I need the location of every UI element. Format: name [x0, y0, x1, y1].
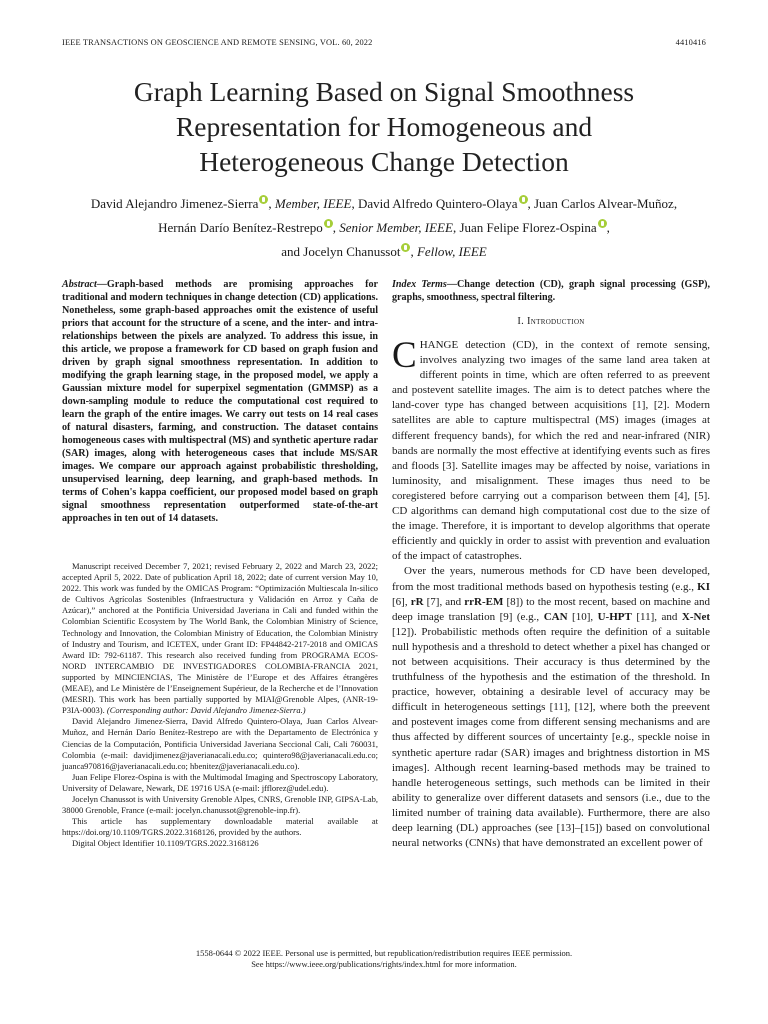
method-name: rrR-EM: [464, 595, 504, 608]
text-run: [6],: [392, 595, 411, 608]
orcid-icon[interactable]: [324, 219, 333, 228]
title-line: Heterogeneous Change Detection: [199, 146, 569, 177]
lead-word: HANGE: [419, 339, 459, 351]
orcid-icon[interactable]: [598, 219, 607, 228]
affiliation-note: David Alejandro Jimenez-Sierra, David Alfredo Quintero-Olaya, Juan Carlos Alvear-Muñoz, and Hernán Darío Benítez-Restrepo are with the Departamento de Electrónica y Ciencias de la Computación, Pontificia Universidad Javeriana Seccional Cali, Cali 760031, Colombia (e-mail: davidjimenez@javerianacali.edu.co; quintero98@javerianacali.edu.co; juanca970816@javerianacali.edu.co; hbenitez@javerianacali.edu.co).: [62, 716, 378, 771]
text-run: [11], and: [631, 610, 682, 623]
text-run: [12]). Probabilistic methods often require the definition of a suitable null hypothesis and a threshold to detect whether a pixel has changed or not between acquisitions. Their accuracy is thus determined by the truthfulness of the hypothesis and the estimation of the threshold. In practice, however, obtaining a desirable level of accuracy may be difficult in heterogeneous settings [11], [12], where both the preevent and postevent images come from different sensing mechanisms and are thus affected by different sources of uncertainty [e.g., speckle noise in synthetic aperture radar (SAR) images and brightness distortion in MS images]. Although recent learning-based methods may be trained to handle heterogeneous settings, such methods can be limited in their ability to generalize over different datasets and sensors (i.e., due to the limited number of training data available). Furthermore, there are also deep learning (DL) approaches (see [13]–[15]) based on convolutional neural networks (CNNs) that have demonstrated an excellent power of: [392, 625, 710, 850]
author-conjunction: and: [281, 244, 301, 259]
page-number: 4410416: [675, 38, 706, 47]
author-name: Juan Felipe Florez-Ospina: [459, 220, 597, 235]
author-list: [40, 192, 728, 264]
supplementary-note: This article has supplementary downloadable material available at https://doi.org/10.1109/TGRS.2022.3168126, provided by the authors.: [62, 816, 378, 838]
author-name: Hernán Darío Benítez-Restrepo: [158, 220, 323, 235]
doi-note: Digital Object Identifier 10.1109/TGRS.2022.3168126: [72, 838, 259, 849]
running-header: [62, 38, 706, 52]
author-name: Juan Carlos Alvear-Muñoz: [534, 196, 674, 211]
affiliation-note: Jocelyn Chanussot is with University Grenoble Alpes, CNRS, Grenoble INP, GIPSA-Lab, 38000 Grenoble, France (e-mail: jocelyn.chanussot@grenoble-inp.fr).: [62, 793, 378, 816]
method-name: CAN: [543, 610, 568, 623]
paper-title: [40, 74, 728, 179]
rights-link-line[interactable]: See https://www.ieee.org/publications/rights/index.html for more information.: [251, 959, 517, 969]
abstract: [62, 278, 378, 525]
affiliation-note: Juan Felipe Florez-Ospina is with the Multimodal Imaging and Spectroscopy Laboratory, University of Delaware, Newark, DE 19716 USA (e-mail: jfflorez@udel.edu).: [62, 771, 378, 793]
abstract-text: Graph-based methods are promising approaches for traditional and modern techniques in change detection (CD) applications. Nonetheless, some graph-based approaches omit the existence of useful priors that account for the structure of a scene, and the inter- and intra-relationships between the pixels are analyzed. To address this issue, in this article, we propose a framework for CD based on graph fusion and driven by graph signal smoothness representation. In addition to modifying the graph learning stage, in the proposed model, we apply a Gaussian mixture model for superpixel segmentation (GMMSP) as a down-sampling module to reduce the computational cost required to learn the graph of the entire images. We carry out tests on 14 real cases of natural disasters, farming, and construction. The dataset contains homogeneous cases with multispectral (MS) and synthetic aperture radar (SAR) images, along with heterogeneous cases that include MS/SAR images. We compare our approach against probabilistic thresholding, unsupervised learning, deep learning, and graph-based methods. In terms of Cohen's kappa coefficient, our proposed model based on graph signal smoothness representation outperformed state-of-the-art approaches in ten out of 14 datasets.: [62, 279, 379, 524]
index-terms-dash: —: [446, 279, 457, 290]
section-heading: [392, 316, 710, 327]
text-run: Over the years, numerous methods for CD have been developed, from the most traditional methods based on hypothesis testing (e.g.,: [392, 565, 710, 593]
method-name: KI: [697, 580, 710, 593]
author-line: and Jocelyn Chanussot , Fellow, IEEE: [281, 244, 487, 259]
title-line: Graph Learning Based on Signal Smoothness: [133, 76, 635, 107]
method-name: U-HPT: [597, 610, 632, 623]
author-name: Jocelyn Chanussot: [303, 244, 401, 259]
orcid-icon[interactable]: [259, 195, 268, 204]
section-title: Introduction: [527, 316, 585, 327]
author-line: Hernán Darío Benítez-Restrepo , Senior Member, IEEE, Juan Felipe Florez-Ospina ,: [158, 220, 610, 235]
text-run: [7], and: [423, 595, 465, 608]
index-terms-label: Index Terms: [392, 279, 447, 290]
author-role: Fellow, IEEE: [416, 244, 487, 259]
title-line: Representation for Homogeneous and: [175, 111, 593, 142]
orcid-icon[interactable]: [519, 195, 528, 204]
method-name: X-Net: [681, 610, 710, 623]
method-name: rR: [410, 595, 424, 608]
text-run: [10],: [567, 610, 598, 623]
introduction-body: [392, 335, 711, 851]
section-number: I.: [517, 316, 525, 327]
paragraph: [392, 335, 710, 564]
author-name: David Alejandro Jimenez-Sierra: [90, 196, 259, 211]
text-run: [8]) to the most recent, based on machine and deep image translation [9] (e.g.,: [392, 595, 711, 623]
author-name: David Alfredo Quintero-Olaya: [357, 196, 518, 211]
abstract-label: Abstract: [62, 279, 97, 290]
drop-cap: C: [392, 335, 417, 376]
copyright-footer: [62, 948, 706, 970]
funding-note: [62, 561, 378, 716]
corresponding-author: (Corresponding author: David Alejandro Jimenez-Sierra.): [106, 705, 306, 716]
funding-text: Manuscript received December 7, 2021; revised February 2, 2022 and March 23, 2022; accepted April 5, 2022. Date of publication April 18, 2022; date of current version May 10, 2022. This work was funded by the OMICAS Program: “Optimización Multiescala In-silico de Cultivos Agrícolas Sostenibles (Infraestructura y Validación en Arroz y Caña de Azúcar),” anchored at the Pontificia Universidad Javeriana in Cali and funded within the Colombian Scientific Ecosystem by The World Bank, the Colombian Ministry of Science, Technology and Innovation, the Colombian Ministry of Education, the Colombian Ministry of Industry and Tourism, and ICETEX, under Grant ID: FP44842-217-2018 and OMICAS Award ID: 792-61187. This research also received funding from PROGRAMA ECOS-NORD INTERCAMBIO DE INVESTIGADORES COLOMBIA-FRANCIA 2021, supported by MINCIENCIAS, The Ministère de l’Europe et des Affaires étrangères (MEAE), and Le Ministère de l’Enseignement Supérieur, de la Recherche et de l’Innovation (MESRI). This work has been partially supported by MIAI@Grenoble Alpes, (ANR-19-P3IA-0003).: [62, 561, 378, 716]
abstract-dash: —: [96, 279, 107, 290]
copyright-line: 1558-0644 © 2022 IEEE. Personal use is permitted, but republication/redistribution requires IEEE permission.: [195, 948, 573, 958]
orcid-icon[interactable]: [401, 243, 410, 252]
index-terms: [392, 278, 710, 304]
index-terms-text: Change detection (CD), graph signal processing (GSP), graphs, smoothness, spectral filtering.: [392, 279, 710, 303]
journal-name: IEEE TRANSACTIONS ON GEOSCIENCE AND REMOTE SENSING, VOL. 60, 2022: [62, 38, 373, 47]
first-page-footnote: [62, 561, 378, 849]
author-line: David Alejandro Jimenez-Sierra , Member, IEEE, David Alfredo Quintero-Olaya , Juan Carlos Alvear-Muñoz,: [90, 196, 678, 211]
paragraph-text: detection (CD), in the context of remote sensing, involves analyzing two images of the same land area taken at different points in time, which are often referred to as preevent and postevent satellite images. The aim is to detect patches where the land-cover type has changed between acquisitions [1], [2]. Modern satellites are able to capture multispectral (MS) images (images at different frequency bands), for which the red and near-infrared (NIR) bands are normally the most effective at identifying events such as fires and floods [3]. Satellite images may be affected by noise, variations in luminosity, and misalignment. These images thus need to be coregistered before carrying out a comparison between them [4], [5]. CD algorithms can demand high computational cost due to the size of the image. Therefore, it is important to develop algorithms that operate efficiently and quickly in order to assist with prevention and evaluation of the impact of catastrophes.: [392, 339, 710, 563]
paragraph: [392, 564, 710, 851]
author-role: Senior Member, IEEE: [339, 220, 453, 235]
author-role: Member, IEEE: [274, 196, 352, 211]
